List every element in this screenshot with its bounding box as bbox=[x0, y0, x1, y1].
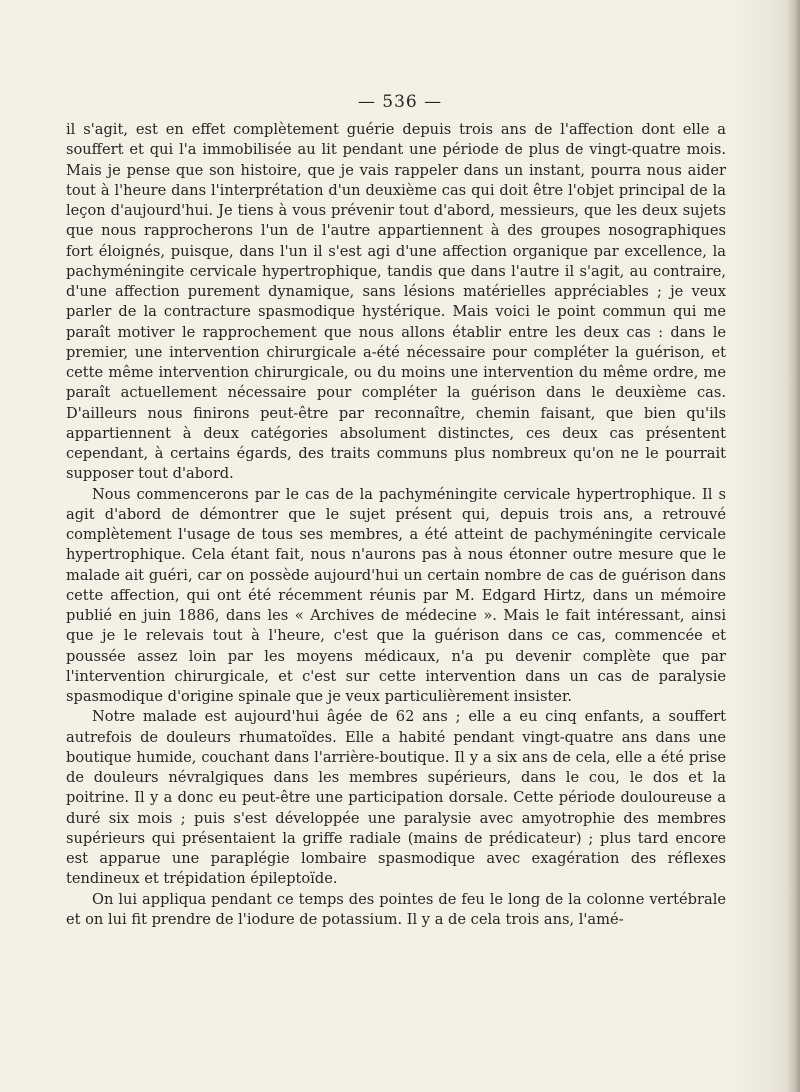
page-number: — 536 — bbox=[357, 92, 443, 112]
page-edge-shadow bbox=[786, 0, 800, 1092]
paragraph-4: On lui appliqua pendant ce temps des pointes de feu le long de la colonne vertébrale et on lui fit prendre de l'iodure de potassium. Il y a de cela trois ans, l'amé- bbox=[66, 890, 726, 928]
paragraph-1: il s'agit, est en effet complètement guérie depuis trois ans de l'affection dont elle a souffert et qui l'a immobilisée au lit pendant une période de plus de vingt-quatre mois. Mais je pense que son histoire, que je vais rappeler dans un instant, pourra nous aider tout à l'heure dans l'interprétation d'un deuxième cas qui doit être l'objet principal de la leçon d'aujourd'hui. Je tiens à vous prévenir tout d'abord, messieurs, que les deux sujets que nous rapprocherons l'un de l'autre appartiennent à des groupes nosographiques fort éloignés, puisque, dans l'un il s'est agi d'une affection organique par excellence, la pachyméningite cervicale hypertrophique, tandis que dans l'autre il s'agit, au contraire, d'une affection purement dynamique, sans lésions matérielles appréciables ; je veux parler de la contracture spasmodique hystérique. Mais voici le point commun qui me paraît motiver le rapprochement que nous allons établir entre les deux cas : dans le premier, une intervention chirurgicale a-été nécessaire pour compléter la guérison, et cette même intervention chirurgicale, ou du moins une intervention du même ordre, me paraît actuellement nécessaire pour compléter la guérison dans le deuxième cas. D'ailleurs nous finirons peut-être par reconnaître, chemin faisant, que bien qu'ils appartiennent à deux catégories absolument distinctes, ces deux cas présentent cependant, à certains égards, des traits communs plus nombreux qu'on ne le pourrait supposer tout d'abord. bbox=[66, 121, 726, 483]
body-text bbox=[66, 120, 726, 930]
paragraph-3: Notre malade est aujourd'hui âgée de 62 ans ; elle a eu cinq enfants, a souffert autrefois de douleurs rhumatoïdes. Elle a habité pendant vingt-quatre ans dans une boutique humide, couchant dans l'arrière-boutique. Il y a six ans de cela, elle a été prise de douleurs névralgiques dans les membres supérieurs, dans le cou, le dos et la poitrine. Il y a donc eu peut-être une participation dorsale. Cette période douloureuse a duré six mois ; puis s'est développée une paralysie avec amyotrophie des membres supérieurs qui présentaient la griffe radiale (mains de prédicateur) ; plus tard encore est apparue une paraplégie lombaire spasmodique avec exagération des réflexes tendineux et trépidation épileptoïde. bbox=[66, 708, 726, 888]
paragraph-2: Nous commencerons par le cas de la pachyméningite cervicale hypertrophique. Il s agit d'abord de démontrer que le sujet présent qui, depuis trois ans, a retrouvé complètement l'usage de tous ses membres, a été atteint de pachyméningite cervicale hypertrophique. Cela étant fait, nous n'aurons pas à nous étonner outre mesure que le malade ait guéri, car on possède aujourd'hui un certain nombre de cas de guérison dans cette affection, qui ont été récemment réunis par M. Edgard Hirtz, dans un mémoire publié en juin 1886, dans les « Archives de médecine ». Mais le fait intéressant, ainsi que je le relevais tout à l'heure, c'est que la guérison dans ce cas, commencée et poussée assez loin par les moyens médicaux, n'a pu devenir complète que par l'intervention chirurgicale, et c'est sur cette intervention dans un cas de paralysie spasmodique d'origine spinale que je veux particulièrement insister. bbox=[66, 485, 726, 705]
